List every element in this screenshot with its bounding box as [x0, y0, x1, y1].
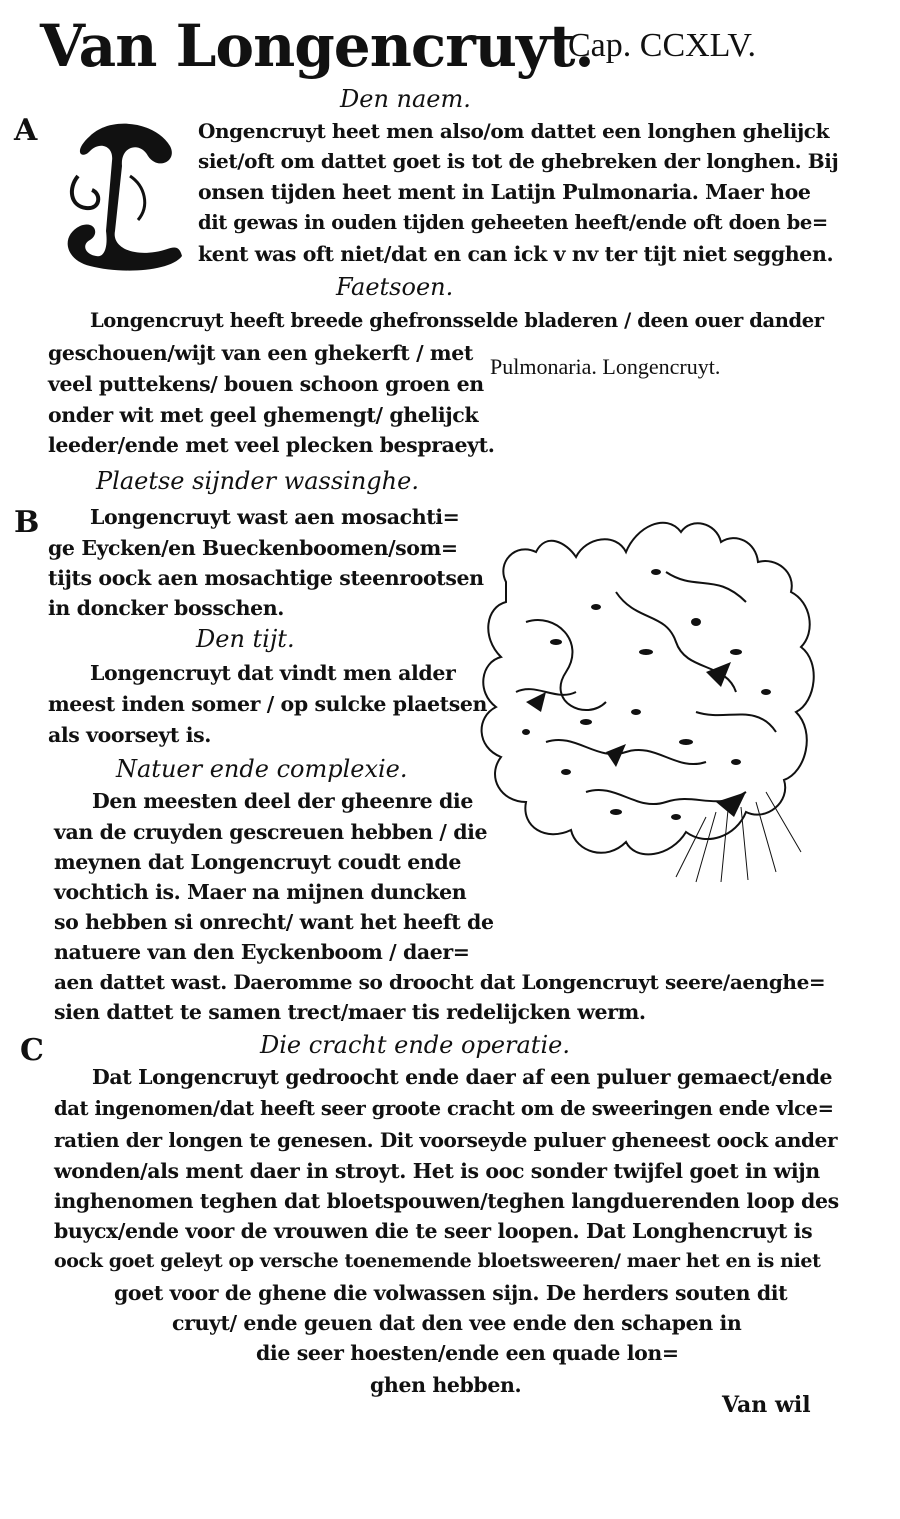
naem-line-3: onsen tijden heet ment in Latijn Pulmonaria. Maer hoe: [198, 180, 811, 204]
heading-den-naem: Den naem.: [340, 85, 471, 113]
heading-faetsoen: Faetsoen.: [336, 273, 454, 301]
running-title: Van Longencruyt.: [40, 12, 594, 80]
figure-caption: Pulmonaria. Longencruyt.: [490, 354, 721, 379]
natuer-line-4: vochtich is. Maer na mijnen duncken: [54, 880, 467, 904]
tijt-line-1: Longencruyt dat vindt men alder: [90, 661, 456, 685]
chapter-number: Cap. CCXLV.: [568, 27, 756, 64]
cracht-line-10: die seer hoesten/ende een quade lon=: [256, 1341, 679, 1365]
catchword: Van wil: [722, 1392, 811, 1418]
margin-letter-a: A: [14, 113, 38, 148]
cracht-line-1: Dat Longencruyt gedroocht ende daer af een puluer gemaect/ende: [92, 1065, 833, 1089]
plaetse-line-4: in doncker bosschen.: [48, 596, 284, 620]
fatsoen-line-1: Longencruyt heeft breede ghefronsselde bladeren / deen ouer dander: [90, 309, 824, 332]
natuer-line-8: sien dattet te samen trect/maer tis redelijcken werm.: [54, 1000, 646, 1024]
naem-line-5: kent was oft niet/dat en can ick v nv ter tijt niet segghen.: [198, 242, 834, 266]
cracht-line-5: inghenomen teghen dat bloetspouwen/teghen langduerenden loop des: [54, 1189, 839, 1213]
naem-line-2: siet/oft om dattet goet is tot de ghebreken der longhen. Bij: [198, 149, 839, 173]
naem-line-4: dit gewas in ouden tijden geheeten heeft/ende oft doen be=: [198, 211, 828, 234]
natuer-line-6: natuere van den Eyckenboom / daer=: [54, 940, 470, 964]
cracht-line-4: wonden/als ment daer in stroyt. Het is ooc sonder twijfel goet in wijn: [54, 1159, 820, 1183]
plaetse-line-2: ge Eycken/en Bueckenboomen/som=: [48, 536, 458, 560]
natuer-line-1: Den meesten deel der gheenre die: [92, 789, 473, 813]
plaetse-line-1: Longencruyt wast aen mosachti=: [90, 505, 460, 529]
tijt-line-3: als voorseyt is.: [48, 723, 211, 747]
flourish-initial-icon: [60, 116, 186, 276]
tijt-line-2: meest inden somer / op sulcke plaetsen: [48, 692, 487, 716]
natuer-line-2: van de cruyden gescreuen hebben / die: [54, 820, 488, 844]
cracht-line-2: dat ingenomen/dat heeft seer groote cracht om de sweeringen ende vlce=: [54, 1097, 834, 1120]
fatsoen-line-4: onder wit met geel ghemengt/ ghelijck: [48, 403, 479, 427]
heading-den-tijt: Den tijt.: [196, 625, 295, 653]
margin-letter-b: B: [14, 505, 40, 540]
fatsoen-line-5: leeder/ende met veel plecken bespraeyt.: [48, 433, 495, 457]
natuer-line-7: aen dattet wast. Daeromme so droocht dat Longencruyt seere/aenghe=: [54, 970, 826, 994]
cracht-line-11: ghen hebben.: [370, 1373, 522, 1397]
cracht-line-8: goet voor de ghene die volwassen sijn. De herders souten dit: [114, 1281, 788, 1305]
heading-cracht: Die cracht ende operatie.: [260, 1031, 570, 1059]
heading-natuer: Natuer ende complexie.: [116, 755, 408, 783]
lungwort-woodcut-illustration: [466, 512, 828, 884]
cracht-line-9: cruyt/ ende geuen dat den vee ende den schapen in: [172, 1311, 742, 1335]
decorated-initial-l: [60, 116, 186, 276]
heading-plaetse: Plaetse sijnder wassinghe.: [96, 467, 419, 495]
drop-cap-letter: [76, 124, 77, 125]
fatsoen-line-3: veel puttekens/ bouen schoon groen en: [48, 372, 484, 396]
naem-line-1: Ongencruyt heet men also/om dattet een longhen ghelijck: [198, 119, 830, 143]
margin-letter-c: C: [20, 1033, 44, 1068]
cracht-line-7: oock goet geleyt op versche toenemende bloetsweeren/ maer het en is niet: [54, 1250, 821, 1272]
fatsoen-line-2: geschouen/wijt van een ghekerft / met: [48, 341, 473, 365]
natuer-line-3: meynen dat Longencruyt coudt ende: [54, 850, 461, 874]
cracht-line-6: buycx/ende voor de vrouwen die te seer loopen. Dat Longhencruyt is: [54, 1219, 813, 1243]
plaetse-line-3: tijts oock aen mosachtige steenrootsen: [48, 566, 484, 590]
cracht-line-3: ratien der longen te genesen. Dit voorseyde puluer gheneest oock ander: [54, 1128, 838, 1152]
natuer-line-5: so hebben si onrecht/ want het heeft de: [54, 910, 494, 934]
